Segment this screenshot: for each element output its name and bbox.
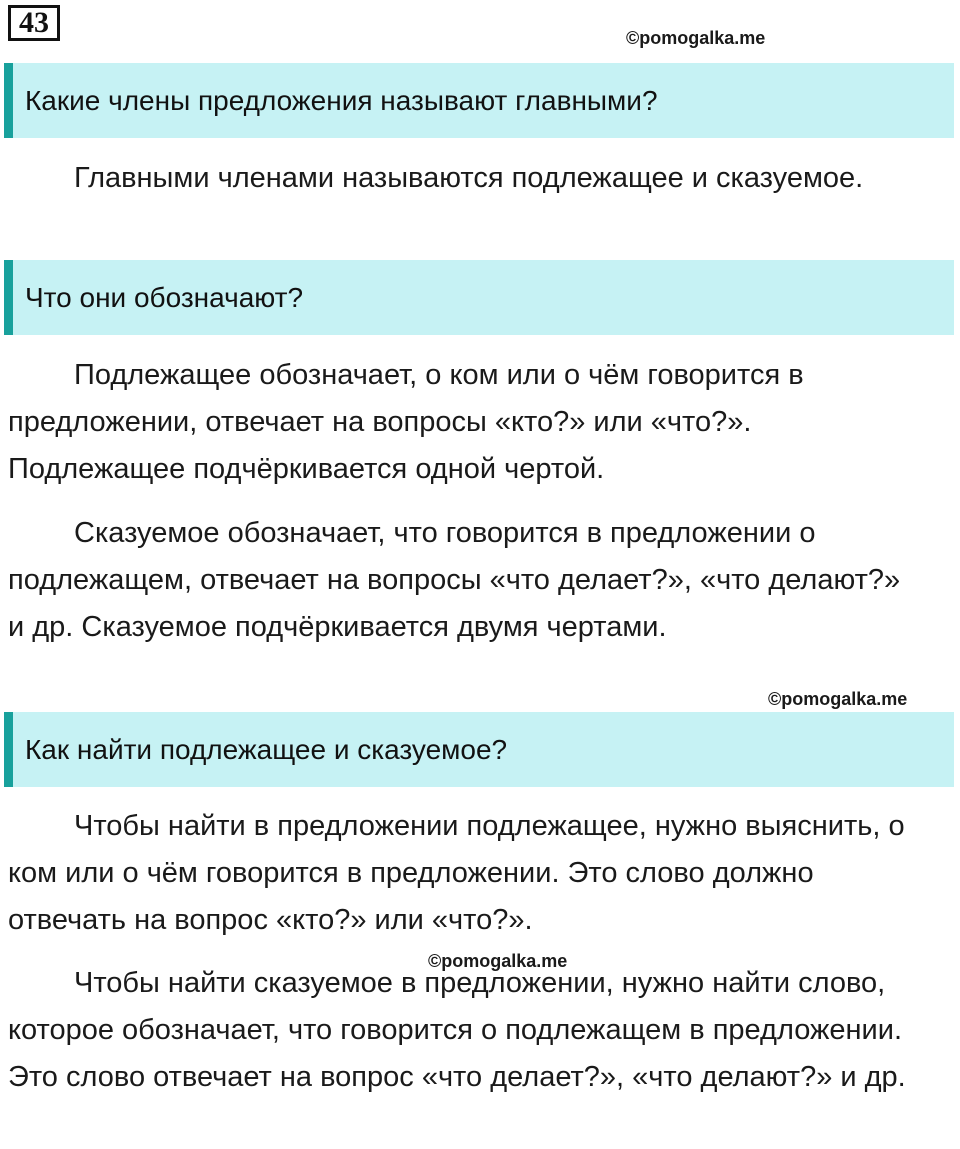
question-text: Какие члены предложения называют главными?: [25, 84, 658, 116]
question-banner: [4, 260, 954, 335]
watermark: ©pomogalka.me: [626, 28, 766, 48]
watermark: ©pomogalka.me: [428, 951, 568, 971]
answer-paragraph: Главными членами называются подлежащее и сказуемое.: [74, 162, 864, 194]
answer-paragraph: Подлежащее обозначает, о ком или о чём говорится в предложении, отвечает на вопросы «кто?» или «что?». Подлежащее подчёркивается одной чертой.: [8, 359, 804, 485]
question-text: Как найти подлежащее и сказуемое?: [25, 733, 508, 765]
answer-paragraph: Чтобы найти сказуемое в предложении, нужно найти слово, которое обозначает, что говорится о подлежащем в предложении. Это слово отвечает на вопрос «что делает?», «что делают?» и др.: [8, 967, 906, 1093]
answer-paragraph: Сказуемое обозначает, что говорится в предложении о подлежащем, отвечает на вопросы «что делает?», «что делают?» и др. Сказуемое подчёркивается двумя чертами.: [8, 517, 901, 643]
question-text: Что они обозначают?: [25, 281, 304, 313]
page-number: 43: [8, 5, 60, 41]
question-banner: [4, 712, 954, 787]
question-banner: [4, 63, 954, 138]
watermark: ©pomogalka.me: [768, 689, 908, 709]
answer-paragraph: Чтобы найти в предложении подлежащее, нужно выяснить, о ком или о чём говорится в предложении. Это слово должно отвечать на вопрос «кто?» или «что?».: [8, 810, 905, 936]
